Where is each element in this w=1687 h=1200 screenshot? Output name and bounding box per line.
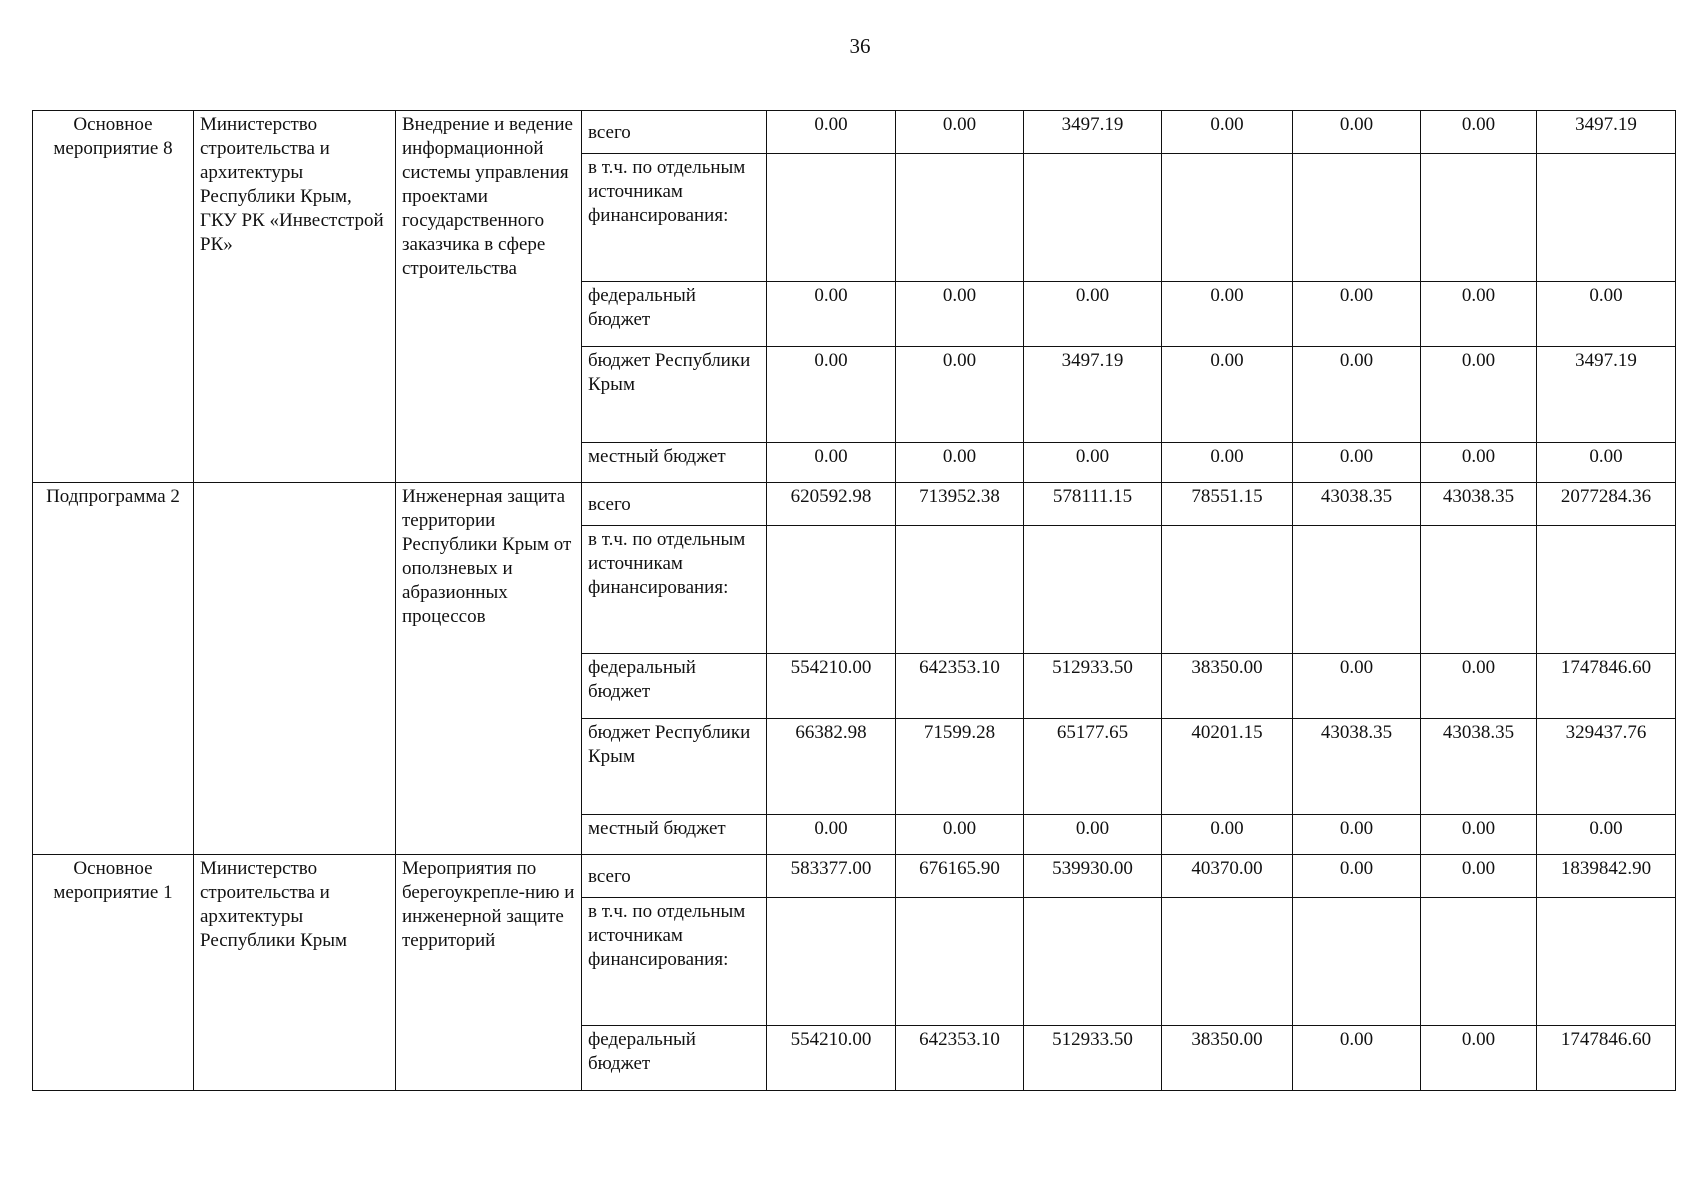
amount-cell: 71599.28 (896, 719, 1024, 815)
funding-source-cell: федеральный бюджет (582, 282, 767, 347)
amount-cell: 0.00 (896, 443, 1024, 483)
amount-cell (767, 526, 896, 654)
description-cell: Мероприятия по берегоукрепле-нию и инженерной защите территорий (396, 855, 582, 1091)
amount-cell: 0.00 (1421, 855, 1537, 898)
funding-source-cell: в т.ч. по отдельным источникам финансирования: (582, 526, 767, 654)
amount-cell: 676165.90 (896, 855, 1024, 898)
budget-table (32, 110, 1676, 1091)
amount-cell: 713952.38 (896, 483, 1024, 526)
amount-cell: 0.00 (1024, 815, 1162, 855)
amount-cell (896, 898, 1024, 1026)
amount-cell: 0.00 (896, 815, 1024, 855)
amount-cell: 3497.19 (1024, 347, 1162, 443)
funding-source-cell: в т.ч. по отдельным источникам финансирования: (582, 154, 767, 282)
amount-cell (1024, 154, 1162, 282)
amount-cell: 0.00 (1162, 443, 1293, 483)
funding-source-cell: всего (582, 483, 767, 526)
amount-cell: 0.00 (767, 815, 896, 855)
amount-cell (1293, 154, 1421, 282)
amount-cell: 0.00 (1421, 443, 1537, 483)
amount-cell: 620592.98 (767, 483, 896, 526)
amount-cell: 0.00 (1293, 654, 1421, 719)
amount-cell (1421, 154, 1537, 282)
description-cell: Внедрение и ведение информационной системы управления проектами государственного заказчика в сфере строительства (396, 111, 582, 483)
amount-cell: 3497.19 (1537, 111, 1676, 154)
amount-cell (1421, 526, 1537, 654)
amount-cell: 0.00 (896, 347, 1024, 443)
description-cell: Инженерная защита территории Республики Крым от оползневых и абразионных процессов (396, 483, 582, 855)
funding-source-cell: всего (582, 855, 767, 898)
amount-cell: 2077284.36 (1537, 483, 1676, 526)
amount-cell: 0.00 (1293, 111, 1421, 154)
amount-cell: 539930.00 (1024, 855, 1162, 898)
funding-source-cell: в т.ч. по отдельным источникам финансирования: (582, 898, 767, 1026)
amount-cell: 0.00 (1293, 347, 1421, 443)
amount-cell: 0.00 (1162, 347, 1293, 443)
amount-cell: 0.00 (1421, 1026, 1537, 1091)
amount-cell (1293, 898, 1421, 1026)
amount-cell: 65177.65 (1024, 719, 1162, 815)
amount-cell: 3497.19 (1024, 111, 1162, 154)
table-row (33, 483, 1676, 526)
amount-cell: 43038.35 (1421, 483, 1537, 526)
table-row (33, 111, 1676, 154)
amount-cell: 0.00 (1293, 1026, 1421, 1091)
amount-cell: 38350.00 (1162, 1026, 1293, 1091)
amount-cell (1024, 898, 1162, 1026)
amount-cell: 0.00 (767, 347, 896, 443)
amount-cell: 66382.98 (767, 719, 896, 815)
amount-cell (1293, 526, 1421, 654)
amount-cell (1537, 898, 1676, 1026)
amount-cell: 43038.35 (1293, 483, 1421, 526)
amount-cell (767, 898, 896, 1026)
amount-cell (896, 154, 1024, 282)
amount-cell (1162, 526, 1293, 654)
amount-cell (1537, 526, 1676, 654)
funding-source-cell: бюджет Республики Крым (582, 347, 767, 443)
table-row (33, 855, 1676, 898)
amount-cell: 38350.00 (1162, 654, 1293, 719)
funding-source-cell: бюджет Республики Крым (582, 719, 767, 815)
amount-cell: 1747846.60 (1537, 654, 1676, 719)
amount-cell: 43038.35 (1421, 719, 1537, 815)
amount-cell: 0.00 (1537, 815, 1676, 855)
amount-cell: 0.00 (1162, 282, 1293, 347)
amount-cell: 0.00 (896, 111, 1024, 154)
amount-cell: 0.00 (1537, 282, 1676, 347)
amount-cell: 512933.50 (1024, 654, 1162, 719)
funding-source-cell: всего (582, 111, 767, 154)
amount-cell: 0.00 (1024, 443, 1162, 483)
amount-cell: 1839842.90 (1537, 855, 1676, 898)
amount-cell: 0.00 (1421, 282, 1537, 347)
amount-cell: 0.00 (1421, 111, 1537, 154)
amount-cell (896, 526, 1024, 654)
amount-cell (1421, 898, 1537, 1026)
amount-cell: 0.00 (1024, 282, 1162, 347)
executor-cell: Министерство строительства и архитектуры Республики Крым, ГКУ РК «Инвестстрой РК» (194, 111, 396, 483)
amount-cell: 0.00 (1293, 282, 1421, 347)
amount-cell: 554210.00 (767, 1026, 896, 1091)
amount-cell: 583377.00 (767, 855, 896, 898)
funding-source-cell: федеральный бюджет (582, 654, 767, 719)
funding-source-cell: местный бюджет (582, 815, 767, 855)
amount-cell (1024, 526, 1162, 654)
measure-name-cell: Основное мероприятие 8 (33, 111, 194, 483)
amount-cell: 512933.50 (1024, 1026, 1162, 1091)
amount-cell (767, 154, 896, 282)
measure-name-cell: Основное мероприятие 1 (33, 855, 194, 1091)
amount-cell: 0.00 (1162, 111, 1293, 154)
amount-cell: 0.00 (1537, 443, 1676, 483)
amount-cell: 578111.15 (1024, 483, 1162, 526)
amount-cell: 0.00 (1293, 855, 1421, 898)
funding-source-cell: федеральный бюджет (582, 1026, 767, 1091)
amount-cell: 0.00 (1421, 347, 1537, 443)
amount-cell: 1747846.60 (1537, 1026, 1676, 1091)
executor-cell (194, 483, 396, 855)
amount-cell: 329437.76 (1537, 719, 1676, 815)
amount-cell: 3497.19 (1537, 347, 1676, 443)
amount-cell: 0.00 (1421, 654, 1537, 719)
measure-name-cell: Подпрограмма 2 (33, 483, 194, 855)
amount-cell: 0.00 (1293, 815, 1421, 855)
amount-cell: 554210.00 (767, 654, 896, 719)
amount-cell: 642353.10 (896, 654, 1024, 719)
amount-cell (1537, 154, 1676, 282)
amount-cell: 0.00 (767, 443, 896, 483)
amount-cell: 0.00 (767, 111, 896, 154)
page-number: 36 (849, 34, 871, 58)
amount-cell (1162, 898, 1293, 1026)
amount-cell: 0.00 (767, 282, 896, 347)
amount-cell: 43038.35 (1293, 719, 1421, 815)
funding-source-cell: местный бюджет (582, 443, 767, 483)
executor-cell: Министерство строительства и архитектуры Республики Крым (194, 855, 396, 1091)
amount-cell: 40370.00 (1162, 855, 1293, 898)
amount-cell: 0.00 (1293, 443, 1421, 483)
amount-cell: 0.00 (896, 282, 1024, 347)
amount-cell: 0.00 (1162, 815, 1293, 855)
amount-cell: 642353.10 (896, 1026, 1024, 1091)
amount-cell: 0.00 (1421, 815, 1537, 855)
amount-cell: 78551.15 (1162, 483, 1293, 526)
amount-cell: 40201.15 (1162, 719, 1293, 815)
amount-cell (1162, 154, 1293, 282)
